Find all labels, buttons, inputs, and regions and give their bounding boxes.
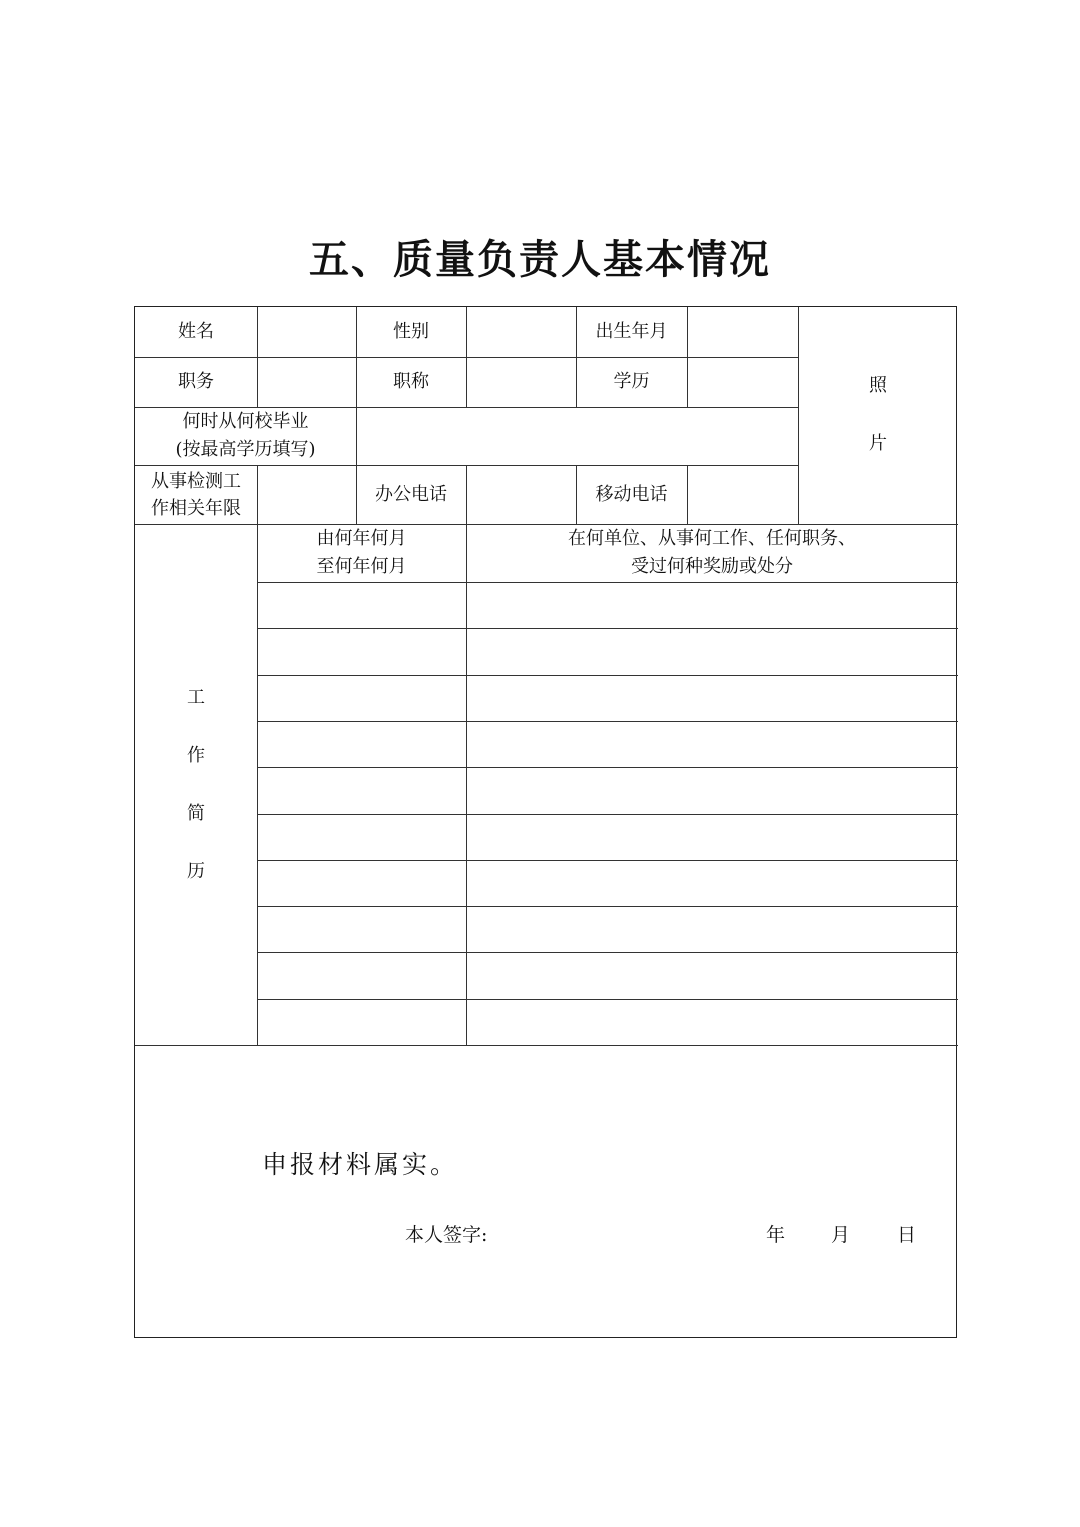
name-label: 姓名	[178, 321, 214, 342]
name-field[interactable]	[257, 307, 356, 357]
photo-label-char: 片	[869, 433, 887, 454]
date-year-label: 年	[766, 1224, 786, 1246]
gender-label: 性别	[393, 321, 429, 342]
date-day-label: 日	[897, 1224, 917, 1246]
resume-detail-cell[interactable]	[466, 628, 958, 675]
position-field[interactable]	[257, 357, 356, 407]
office-phone-label: 办公电话	[375, 483, 447, 505]
birth-label: 出生年月	[595, 321, 668, 342]
resume-period-header-line2: 至何年何月	[316, 556, 407, 577]
years-label-line2: 作相关年限	[151, 497, 241, 519]
gender-field[interactable]	[466, 307, 576, 357]
graduation-label-line2: (按最高学历填写)	[175, 439, 316, 460]
resume-side-label-char: 简	[187, 803, 205, 824]
resume-detail-cell[interactable]	[466, 582, 958, 628]
resume-period-cell[interactable]	[257, 628, 466, 675]
resume-side-label-char: 历	[187, 861, 205, 882]
mobile-phone-field[interactable]	[687, 465, 798, 524]
resume-detail-cell[interactable]	[466, 675, 958, 721]
resume-detail-cell[interactable]	[466, 721, 958, 767]
resume-detail-cell[interactable]	[466, 906, 958, 952]
professional-title-label: 职称	[393, 371, 429, 392]
professional-title-field[interactable]	[466, 357, 576, 407]
photo-label-char: 照	[869, 375, 887, 396]
resume-detail-cell[interactable]	[466, 767, 958, 814]
page-title: 五、质量负责人基本情况	[309, 237, 771, 283]
education-label: 学历	[613, 371, 650, 392]
date-month-label: 月	[831, 1224, 851, 1246]
resume-period-cell[interactable]	[257, 814, 466, 860]
resume-detail-cell[interactable]	[466, 860, 958, 906]
office-phone-field[interactable]	[466, 465, 576, 524]
declaration-text: 申报材料属实。	[262, 1150, 459, 1179]
signature-label: 本人签字:	[405, 1224, 488, 1246]
resume-period-cell[interactable]	[257, 860, 466, 906]
birth-field[interactable]	[687, 307, 798, 357]
resume-detail-header-line1: 在何单位、从事何工作、任何职务、	[568, 528, 856, 549]
resume-period-cell[interactable]	[257, 767, 466, 814]
years-label-line1: 从事检测工	[151, 470, 241, 492]
resume-period-cell[interactable]	[257, 721, 466, 767]
resume-detail-cell[interactable]	[466, 952, 958, 999]
years-field[interactable]	[257, 465, 356, 524]
graduation-field[interactable]	[356, 407, 798, 465]
resume-period-cell[interactable]	[257, 582, 466, 628]
resume-period-header	[257, 524, 466, 582]
resume-detail-cell[interactable]	[466, 999, 958, 1045]
years-label	[135, 465, 257, 524]
resume-period-cell[interactable]	[257, 906, 466, 952]
resume-detail-header-line2: 受过何种奖励或处分	[631, 556, 793, 577]
position-label: 职务	[178, 371, 214, 392]
resume-period-cell[interactable]	[257, 952, 466, 999]
resume-period-header-line1: 由何年何月	[316, 528, 407, 549]
mobile-phone-label: 移动电话	[595, 483, 668, 505]
graduation-label	[135, 407, 356, 465]
resume-side-label-char: 作	[187, 745, 205, 766]
resume-detail-cell[interactable]	[466, 814, 958, 860]
personnel-form	[134, 306, 957, 1338]
resume-period-cell[interactable]	[257, 675, 466, 721]
resume-period-cell[interactable]	[257, 999, 466, 1045]
resume-detail-header	[466, 524, 958, 582]
education-field[interactable]	[687, 357, 798, 407]
graduation-label-line1: 何时从何校毕业	[182, 411, 309, 432]
resume-side-label-char: 工	[187, 687, 205, 708]
row-divider	[135, 1045, 958, 1046]
photo-area[interactable]	[798, 307, 958, 524]
